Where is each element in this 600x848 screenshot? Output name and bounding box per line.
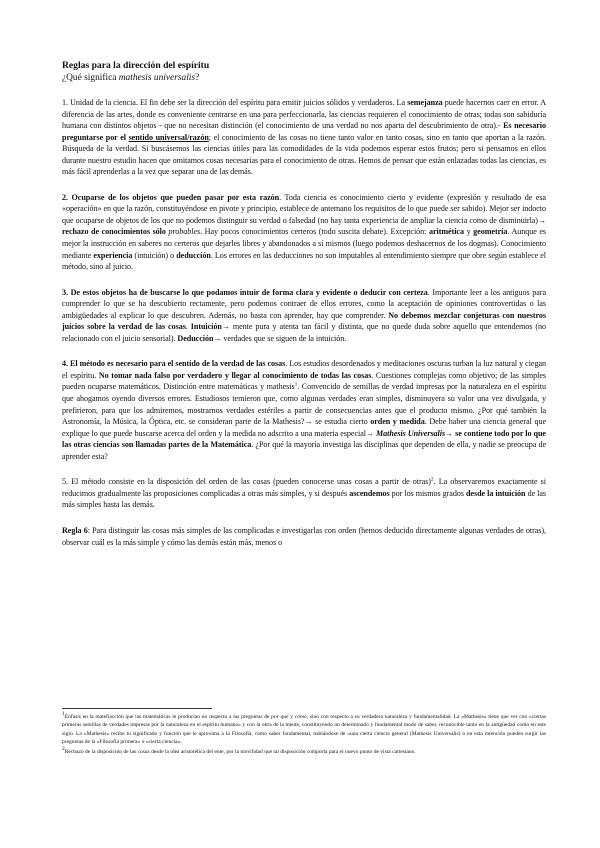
footnotes: [62, 708, 546, 757]
footnote-ref-2[interactable]: 2: [430, 476, 434, 483]
section-4-text: . Debe haber una ciencia general que explique lo que puede buscarse acerca del orden y la medida no adscrito a una materia especial→: [62, 417, 546, 438]
section-5: [62, 476, 546, 511]
footnote-2-text: desde la idea aristotélica del ente, por la movilidad que tal disposición comporta para el nuevo punto de vista cartesiano.: [149, 748, 416, 755]
rule-6-heading: Regla 6: [62, 525, 88, 535]
footnote-1-text: y: [288, 714, 295, 720]
section-3-bold: No debemos mezclar conjeturas con nuestros juicios sobre la verdad de las cosas: [62, 310, 546, 332]
section-3-text: → verdades que se siguen de la intuición.: [213, 333, 347, 343]
footnote-1: [62, 713, 546, 747]
footnote-divider: [62, 708, 212, 709]
section-3-number: 3: [62, 287, 66, 297]
section-2-number: 2: [62, 192, 66, 202]
section-3-bold: Intuición: [190, 322, 222, 332]
section-4-number: 4: [62, 359, 66, 369]
section-2-text: (intuición) o: [132, 250, 177, 260]
document-body: [62, 60, 546, 562]
footnote-1-number: 1: [62, 711, 65, 718]
footnote-1-italic: por qué: [271, 714, 289, 720]
section-5-number: 5: [62, 477, 66, 487]
section-4-text: . Los estudios desordenados y meditaciones oscuras turban la luz natural y ciegan el espíritu.: [62, 359, 547, 380]
section-5-bold: desde la intuición: [465, 488, 526, 498]
section-2-bold: geometría: [473, 227, 508, 237]
section-3-text: .: [185, 322, 191, 332]
section-2-italic: probables: [168, 227, 201, 237]
section-2-text: . Los errores en las deducciones no son imputables al entendimiento siempre que obre según establece el método, sino al juicio.: [62, 250, 546, 272]
footnote-1-text: Énfasis en la matefiacción que las matemáticas le producían no respecto a las preguntas de: [64, 714, 272, 720]
section-4-text: . ¿Por qué la mayoría investiga las disciplinas que dependen de ella, y nadie se preocupa de aprender esta?: [62, 440, 546, 461]
subtitle-prefix: ¿Qué significa: [62, 73, 119, 83]
footnote-2: [62, 745, 546, 756]
section-5-text: . El método consiste en la disposición del orden de las cosas (pueden conocerse unas cosas a partir de otras): [66, 477, 431, 487]
section-1-underlined: sentido universal/razón: [128, 132, 209, 142]
footnote-2-italic: cosas: [137, 748, 150, 755]
section-5-bold: ascendemos: [349, 488, 390, 498]
footnote-1-italic: cómo: [294, 714, 307, 720]
document-subtitle: [62, 72, 546, 84]
section-4-bold: se contiene todo por lo que las otras ciencias son llamadas partes de la Matemática: [62, 428, 546, 450]
section-1-bold: Es necesario preguntarse por el: [62, 121, 546, 142]
section-1-bold: semejanza: [407, 98, 443, 107]
section-3-text: . Importante leer a los antiguos para comprender lo que se ha descubierto rectamente, pero podemos contraer de ellos errores, como la aceptación de opiniones controvertidas o las ambigüedades al explicar lo que descubren. Además, no basta con aprender, hay que comprender.: [62, 287, 546, 320]
section-2-text: . Toda ciencia es conocimiento cierto y evidente (expresión y resultado de esa «operación» en que la razón, constituyéndose en pivote y principio, establece de antemano los requisitos de lo que puede ser sabido). Mejor ser indocto que ocuparse de objetos de los que no podemos distinguir su verdad o falsedad (no hay tanta experiencia de ampliar la ciencia como de disminuirla)→: [62, 192, 546, 225]
subtitle-suffix: ?: [195, 73, 200, 83]
footnote-1-text: , sino con respecto a su verdadera naturaleza y fundamentalidad. La «Mathesis» tiene que ver con «ciertas primeras semillas de verdades impresas por la naturaleza en el espíritu humano» y con la obra de la mente, constituyendo un determinado y fundamental modo de saber, reconocible tanto en la antigüedad como en este siglo. La «Mathesis» recibe tu significado y función que le aproxima a la Filosofía, como saber fundamental, hablándose de «una cierta ciencia general (Mathesis Universalis) o en esta intención pueden surgir las preguntas de la «Filosofía primera» o «cierta ciencia».: [62, 714, 547, 746]
section-2-text: y: [463, 227, 474, 237]
document-title: Reglas para la dirección del espíritu: [62, 60, 210, 71]
section-4: 4. El método es necesario para el sentido de la verdad de las cosas. Los estudios desordenados y meditaciones oscuras turban la luz natural y ciegan el espíritu. No tomar nada falso por verdadero y llegar al conocimiento de todas las cosas. Cuestiones complejas como objetivo; de las simples pueden ocuparse matemáticos. Distinción entre matemáticas y mathesis$^1$. Convencido de semillas de verdad impresas por la naturaleza en el espíritu que ahogamos oyendo diversos errores. Estudiosos temieron que, como algunas verdades eran simples, disminuyera su valor una vez divulgada, y prefirieron, para que los admiremos, mostrarnos verdades estériles a partir de consecuencias antes que el producto mismo. ¿Por qué también la Astronomía, la Música, la Óptica, etc. se consideran parte de la Mathesis?→ se estudia cierto orden y medida. Debe haber una ciencia general que explique lo que puede buscarse acerca del orden y la medida no adscrito a una materia especial→ Mathesis Universalis→ se contiene todo por lo que las otras ciencias son llamadas partes de la Matemática. ¿Por qué la mayoría investiga las disciplinas que dependen de ella, y nadie se preocupa de aprender esta?: [62, 359, 547, 461]
section-3-heading: De estos objetos ha de buscarse lo que podamos intuir de forma clara y evidente o deducir con certeza: [70, 287, 428, 297]
section-4-text: . Cuestiones complejas como objetivo; de las simples pueden ocuparse matemáticos. Distinción entre matemáticas y mathesis: [62, 370, 546, 392]
section-1: [62, 97, 546, 178]
section-2-bold: deducción: [176, 250, 211, 260]
section-2-bold: experiencia: [93, 250, 133, 260]
section-2-text: . Aunque es mejor la instrucción en saberes no certeros que dejarles libres y abandonados a sí mismos (luego podemos deshacernos de los dogmas). Conocimiento mediante: [62, 227, 546, 260]
section-2-heading: Ocuparse de los objetos que pueden pasar por esta razón: [71, 192, 280, 202]
section-3-bold: Deducción: [177, 333, 214, 343]
section-4-text: . Convencido de semillas de verdad impresas por la naturaleza en el espíritu que ahogamos oyendo diversos errores. Estudiosos temieron que, como algunas verdades eran simples, disminuyera su valor una vez divulgada, y prefirieron, para que los admiremos, mostrarnos verdades estériles a partir de consecuencias antes que el producto mismo. ¿Por qué también la Astronomía, la Música, la Óptica, etc. se consideran parte de la Mathesis?→ se estudia cierto: [62, 382, 546, 427]
section-1-text: ; el conocimiento de las cosas no tiene tanto valor en tanto cosas, sino en tanto que aportan a la razón. Búsqueda de la verdad. Si buscásemos las ciencias útiles para las comodidades de la vida podemos esperar estos frutos; pero si pensamos en ellos durante nuestro estudio hacen que omitamos cosas necesarias para el conocimiento de otras. Hemos de pensar que están enlazadas todas las ciencias, es más fácil aprenderlas a la vez que separar una de las demás.: [62, 132, 546, 177]
footnote-2-number: 2: [62, 745, 65, 752]
section-1-text: puede hacernos caer en error. A diferencia de las artes, donde es conveniente centrarse en una para perfeccionarla, las ciencias requieren el conocimiento de otras; todas son sabiduría humana con distintos objetos - que no necesitan distinción (el conocimiento de una verdad no nos aparta del descubrimiento de otra).-: [62, 98, 546, 131]
section-4-bold: orden y medida: [370, 417, 425, 427]
section-3-text: → mente pura y atenta tan fácil y distinta, que no quede duda sobre aquello que entendemos (no relacionado con el juicio sensorial).: [62, 322, 546, 343]
section-4-bold-italic: Mathesis Universalis: [376, 428, 446, 438]
section-6: [62, 525, 546, 548]
section-5-text: por los mismos grados: [389, 488, 466, 498]
rule-6-text: : Para distinguir las cosas más simples de las complicadas e investigarlas con orden (hemos deducido directamente algunas verdades de otras), observar cuál es la más simple y cómo las demás están más, menos o: [62, 525, 546, 547]
section-4-heading: El método es necesario para el sentido de la verdad de las cosas: [70, 359, 286, 369]
section-2-text: . Hay pocos conocimientos certeros (todo suscita debate). Excepción:: [200, 227, 429, 237]
section-1-number: 1: [62, 98, 66, 107]
section-1-text: . Unidad de la ciencia. El fin debe ser la dirección del espíritu para emitir juicios sólidos y verdaderos. La: [66, 98, 408, 107]
section-2: 2. Ocuparse de los objetos que pueden pasar por esta razón. Toda ciencia es conocimiento cierto y evidente (expresión y resultado de esa «operación» en que la razón, constituyéndose en pivote y principio, establece de antemano los requisitos de lo que puede ser sabido). Mejor ser indocto que ocuparse de objetos de los que no podemos distinguir su verdad o falsedad (no hay tanta experiencia de ampliar la ciencia como de disminuirla)→ rechazo de conocimientos sólo probables. Hay pocos conocimientos certeros (todo suscita debate). Excepción: aritmética y geometría. Aunque es mejor la instrucción en saberes no certeros que dejarles libres y abandonados a sí mismos (luego podemos deshacernos de los dogmas). Conocimiento mediante experiencia (intuición) o deducción. Los errores en las deducciones no son imputables al entendimiento siempre que obre según establece el método, sino al juicio.: [62, 192, 546, 272]
footnote-2-text: Rechazo de la disposición de las: [64, 748, 138, 755]
section-3: 3. De estos objetos ha de buscarse lo que podamos intuir de forma clara y evidente o deducir con certeza. Importante leer a los antiguos para comprender lo que se ha descubierto rectamente, pero podemos contraer de ellos errores, como la aceptación de opiniones controvertidas o las ambigüedades al explicar lo que descubren. Además, no basta con aprender, hay que comprender. No debemos mezclar conjeturas con nuestros juicios sobre la verdad de las cosas. Intuición→ mente pura y atenta tan fácil y distinta, que no quede duda sobre aquello que entendemos (no relacionado con el juicio sensorial). Deducción→ verdades que se siguen de la intuición.: [62, 287, 546, 343]
section-2-bold: aritmética: [428, 227, 464, 237]
section-2-bold: rechazo de conocimientos sólo: [62, 227, 169, 237]
section-5-text: de las más simples hasta las demás.: [62, 488, 546, 510]
section-5-text: . La observaremos exactamente si reducimos gradualmente las proposiciones complicadas a otras más simples, y si después: [62, 477, 546, 498]
subtitle-emphasis: mathesis universalis: [118, 73, 196, 83]
footnote-ref-1[interactable]: 1: [294, 381, 298, 388]
section-4-bold: No tomar nada falso por verdadero y llegar al conocimiento de todas las cosas: [98, 370, 372, 380]
section-4-text: →: [445, 428, 456, 438]
